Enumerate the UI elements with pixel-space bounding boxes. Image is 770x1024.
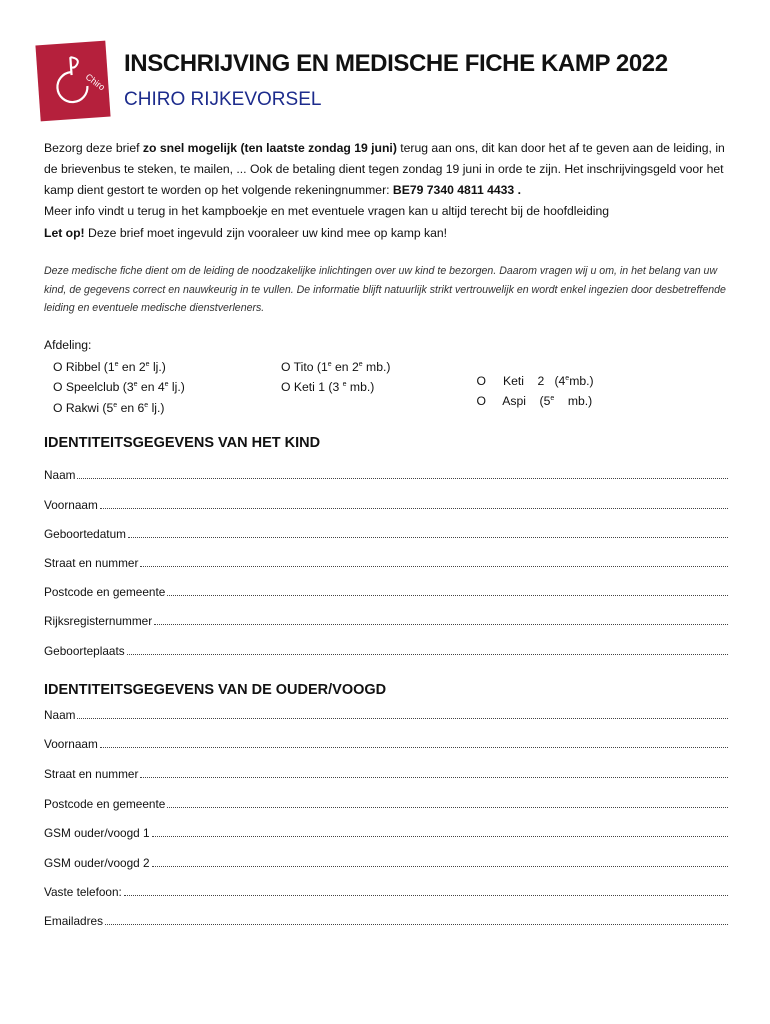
superscript: e — [145, 361, 150, 368]
field-line[interactable] — [100, 508, 728, 509]
field-line[interactable] — [77, 718, 728, 719]
option-speelclub[interactable] — [53, 380, 185, 394]
chiro-logo — [35, 41, 110, 122]
option-text: en 2 — [118, 360, 146, 374]
field-label: Straat en nummer — [44, 767, 139, 781]
field-line[interactable] — [128, 537, 728, 538]
intro-more-info: Meer info vindt u terug in het kampboekje en met eventuele vragen kan u altijd terecht bij de hoofdleiding — [44, 204, 610, 218]
option-text: en 4 — [137, 380, 165, 394]
warning-bold: Let op! — [44, 226, 85, 240]
chiro-logo-icon — [35, 41, 110, 122]
option-text: mb.) — [362, 360, 391, 374]
field-label: Naam — [44, 468, 76, 482]
field-child-geboortedatum[interactable] — [44, 525, 728, 541]
option-text: O Tito (1 — [281, 360, 328, 374]
field-line[interactable] — [140, 777, 728, 778]
superscript: e — [358, 361, 363, 368]
field-child-rijksregister[interactable] — [44, 612, 728, 628]
page-title: INSCHRIJVING EN MEDISCHE FICHE KAMP 2022 — [124, 50, 668, 77]
field-label: Rijksregisternummer — [44, 614, 153, 628]
option-ribbel[interactable] — [53, 360, 166, 374]
field-label: Geboortedatum — [44, 527, 126, 541]
option-text: O Speelclub (3 — [53, 380, 134, 394]
field-label: Postcode en gemeente — [44, 797, 166, 811]
field-line[interactable] — [152, 836, 728, 837]
superscript: e — [550, 395, 555, 402]
field-label: Voornaam — [44, 737, 98, 751]
field-parent-gsm1[interactable] — [44, 824, 728, 840]
field-parent-naam[interactable] — [44, 706, 728, 722]
field-line[interactable] — [152, 866, 728, 867]
option-text: mb.) — [554, 394, 593, 408]
field-child-geboorteplaats[interactable] — [44, 642, 728, 658]
superscript: e — [113, 402, 118, 409]
field-line[interactable] — [100, 747, 728, 748]
option-text: O Keti 1 (3 — [281, 380, 343, 394]
option-text: mb.) — [346, 380, 375, 394]
superscript: e — [164, 381, 169, 388]
field-label: Naam — [44, 708, 76, 722]
field-label: GSM ouder/voogd 2 — [44, 856, 150, 870]
account-number: BE79 7340 4811 4433 — [392, 183, 515, 197]
option-text: en 6 — [117, 401, 145, 415]
field-child-straat[interactable] — [44, 554, 728, 570]
afdeling-label: Afdeling: — [44, 338, 92, 352]
intro-deadline: zo snel mogelijk (ten laatste zondag 19 juni) — [142, 141, 397, 155]
option-text: lj.) — [168, 380, 185, 394]
field-label: Postcode en gemeente — [44, 585, 166, 599]
field-line[interactable] — [105, 924, 728, 925]
field-parent-straat[interactable] — [44, 765, 728, 781]
page-subtitle: CHIRO RIJKEVORSEL — [124, 89, 322, 110]
option-aspi[interactable] — [463, 380, 592, 422]
option-text: O Ribbel (1 — [53, 360, 115, 374]
field-label: Geboorteplaats — [44, 644, 125, 658]
field-line[interactable] — [124, 895, 728, 896]
option-tito[interactable] — [281, 360, 390, 374]
superscript: e — [133, 381, 138, 388]
superscript: e — [114, 361, 119, 368]
field-line[interactable] — [167, 807, 728, 808]
superscript: e — [144, 402, 149, 409]
field-line[interactable] — [77, 478, 728, 479]
option-text: en 2 — [331, 360, 359, 374]
privacy-note: Deze medische fiche dient om de leiding de noodzakelijke inlichtingen over uw kind te bezorgen. Daarom vragen wij u om, in het belang van uw kind, de gegevens correct en nauwkeurig in te vullen. De informatie blijft natuurlijk strikt vertrouwelijk en wordt enkel ingezien door desbetreffende leiding en eventuele medische dienstverleners. — [44, 265, 726, 314]
field-label: Emailadres — [44, 914, 104, 928]
superscript: e — [327, 361, 332, 368]
field-label: GSM ouder/voogd 1 — [44, 826, 150, 840]
intro-paragraph — [44, 138, 734, 222]
field-child-voornaam[interactable] — [44, 496, 728, 512]
field-parent-email[interactable] — [44, 912, 728, 928]
option-text: lj.) — [149, 360, 166, 374]
option-text: O Rakwi (5 — [53, 401, 114, 415]
warning-line — [44, 223, 734, 244]
option-text: O Aspi (5 — [476, 394, 551, 408]
intro-part-c: . — [514, 183, 521, 197]
option-rakwi[interactable] — [53, 401, 164, 415]
field-line[interactable] — [154, 624, 728, 625]
field-line[interactable] — [167, 595, 728, 596]
option-text: mb.) — [569, 374, 594, 388]
field-parent-voornaam[interactable] — [44, 735, 728, 751]
superscript: e — [565, 375, 570, 382]
intro-part-b: terug aan ons, dit kan door het af te geven aan de leiding, in de brievenbus te steken, te mailen, ... Ook de betaling dient tegen zondag 19 juni in orde te zijn. Het inschrijvingsgeld voor het kamp dient gestort te worden op het volgende rekeningnummer: — [44, 141, 725, 197]
field-child-postcode[interactable] — [44, 583, 728, 599]
field-label: Straat en nummer — [44, 556, 139, 570]
field-line[interactable] — [127, 654, 728, 655]
option-text: O Keti 2 (4 — [476, 374, 566, 388]
field-child-naam[interactable] — [44, 466, 728, 482]
superscript: e — [342, 381, 347, 388]
field-line[interactable] — [140, 566, 728, 567]
section-title-parent: IDENTITEITSGEGEVENS VAN DE OUDER/VOOGD — [44, 682, 387, 698]
option-text: lj.) — [148, 401, 165, 415]
option-keti1[interactable] — [281, 380, 374, 394]
field-label: Vaste telefoon: — [44, 885, 122, 899]
field-parent-vaste-telefoon[interactable] — [44, 883, 728, 899]
warning-text: Deze brief moet ingevuld zijn vooraleer uw kind mee op kamp kan! — [84, 226, 448, 240]
intro-text — [44, 138, 734, 244]
intro-part-a: Bezorg deze brief — [44, 141, 143, 155]
field-parent-gsm2[interactable] — [44, 854, 728, 870]
field-parent-postcode[interactable] — [44, 795, 728, 811]
field-label: Voornaam — [44, 498, 98, 512]
logo-text: Chiro — [83, 71, 107, 93]
section-title-child: IDENTITEITSGEGEVENS VAN HET KIND — [44, 435, 321, 451]
